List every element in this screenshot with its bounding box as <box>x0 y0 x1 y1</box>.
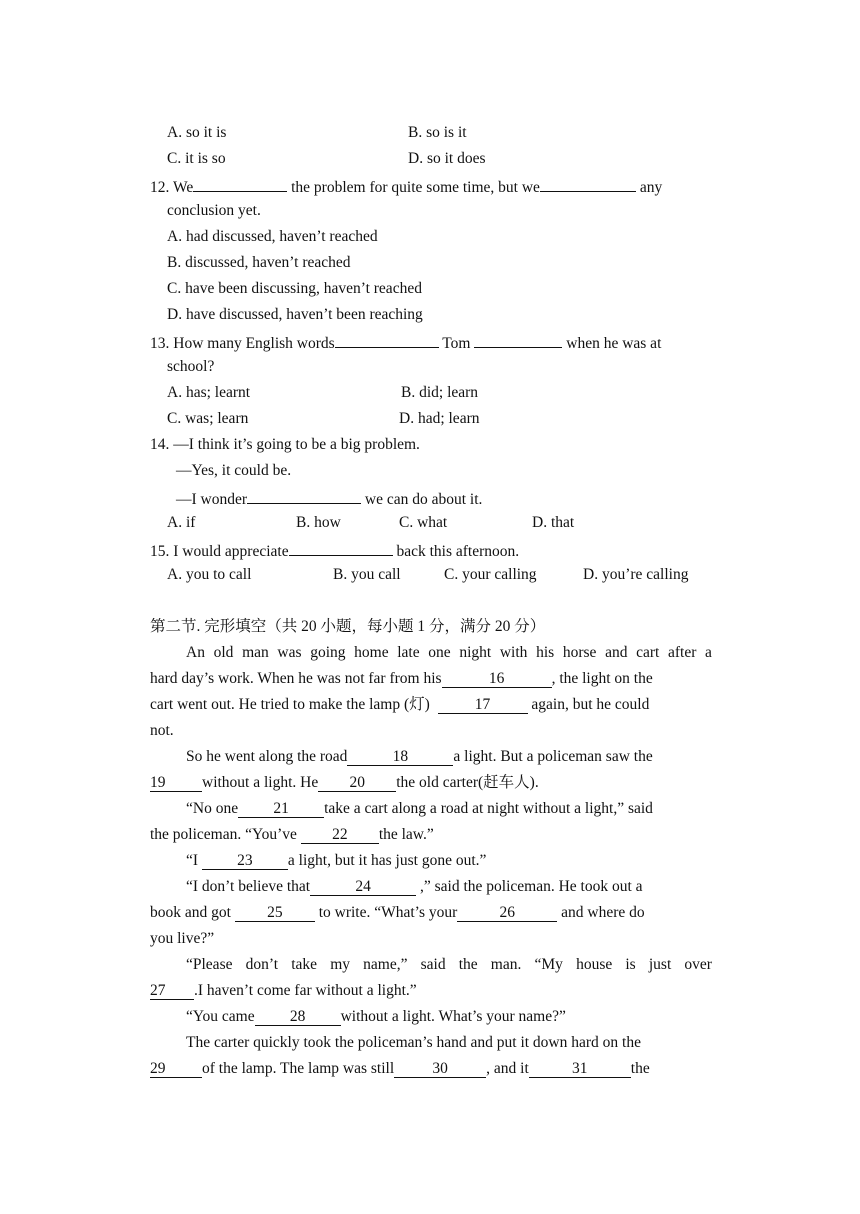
cloze-p2-line2: 19 without a light. He 20 the old carter(赶车人). <box>150 774 539 791</box>
cloze-p1-line1: An old man was going home late one night with his horse and cart after a <box>186 644 712 661</box>
q12-option-d: D. have discussed, haven’t been reaching <box>167 306 423 323</box>
cloze-p3-line1: “No one 21 take a cart along a road at night without a light,” said <box>186 800 653 817</box>
q13-option-b: B. did; learn <box>401 384 479 401</box>
q11-option-c: C. it is so <box>167 150 226 167</box>
blank-18: 18 <box>347 746 453 766</box>
blank-22: 22 <box>301 824 379 844</box>
cloze-p1-line3: cart went out. He tried to make the lamp (灯) 17 again, but he could <box>150 696 650 713</box>
q15-stem: 15. I would appreciate back this afternoon. <box>150 536 519 562</box>
q15-blank <box>289 536 393 556</box>
q14-line3: —I wonder we can do about it. <box>176 484 482 510</box>
q14-option-d: D. that <box>532 514 575 531</box>
blank-31: 31 <box>529 1058 631 1078</box>
q11-option-d: D. so it does <box>408 150 486 167</box>
q12-stem: 12. We the problem for quite some time, but we any <box>150 172 712 198</box>
blank-17: 17 <box>438 694 528 714</box>
q11-option-b: B. so is it <box>408 124 467 141</box>
q15-option-b: B. you call <box>333 566 401 583</box>
q14-option-a: A. if <box>167 514 196 531</box>
q12-blank-1 <box>193 172 287 192</box>
cloze-p1-line2: hard day’s work. When he was not far from his 16 , the light on the <box>150 670 653 687</box>
blank-19: 19 <box>150 772 202 792</box>
blank-25: 25 <box>235 902 315 922</box>
blank-28: 28 <box>255 1006 341 1026</box>
q13-option-c: C. was; learn <box>167 410 249 427</box>
cloze-p5-line3: you live?” <box>150 930 215 947</box>
q13-option-d: D. had; learn <box>399 410 480 427</box>
q12-option-c: C. have been discussing, haven’t reached <box>167 280 422 297</box>
blank-27: 27 <box>150 980 194 1000</box>
q12-option-b: B. discussed, haven’t reached <box>167 254 351 271</box>
q14-blank <box>247 484 361 504</box>
q11-option-a: A. so it is <box>167 124 227 141</box>
q14-option-b: B. how <box>296 514 341 531</box>
q12-option-a: A. had discussed, haven’t reached <box>167 228 378 245</box>
blank-21: 21 <box>238 798 324 818</box>
q15-option-a: A. you to call <box>167 566 252 583</box>
q12-blank-2 <box>540 172 636 192</box>
blank-16: 16 <box>442 668 552 688</box>
q13-blank-2 <box>474 328 562 348</box>
cloze-p8-line2: 29 of the lamp. The lamp was still 30 , and it 31 the <box>150 1060 650 1077</box>
q14-option-c: C. what <box>399 514 448 531</box>
cloze-p4: “I 23 a light, but it has just gone out.” <box>186 852 487 869</box>
q14-stem: 14. —I think it’s going to be a big problem. <box>150 436 420 453</box>
q12-stem-cont: conclusion yet. <box>167 202 261 219</box>
cloze-p5-line1: “I don’t believe that 24 ,” said the policeman. He took out a <box>186 878 643 895</box>
cloze-p7: “You came 28 without a light. What’s your name?” <box>186 1008 566 1025</box>
q15-option-c: C. your calling <box>444 566 537 583</box>
cloze-p5-line2: book and got 25 to write. “What’s your 26 and where do <box>150 904 645 921</box>
section-heading: 第二节. 完形填空（共 20 小题，每小题 1 分，满分 20 分） <box>150 618 546 635</box>
q13-stem-cont: school? <box>167 358 215 375</box>
cloze-p8-line1: The carter quickly took the policeman’s hand and put it down hard on the <box>186 1034 641 1051</box>
q14-line2: —Yes, it could be. <box>176 462 292 479</box>
blank-23: 23 <box>202 850 288 870</box>
cloze-p2-line1: So he went along the road 18 a light. But a policeman saw the <box>186 748 653 765</box>
cloze-p6-line2: 27 .I haven’t come far without a light.” <box>150 982 417 999</box>
blank-26: 26 <box>457 902 557 922</box>
cloze-p1-line4: not. <box>150 722 174 739</box>
q15-option-d: D. you’re calling <box>583 566 689 583</box>
cloze-p6-line1: “Please don’t take my name,” said the man. “My house is just over <box>186 956 712 973</box>
q13-option-a: A. has; learnt <box>167 384 251 401</box>
blank-30: 30 <box>394 1058 486 1078</box>
blank-20: 20 <box>318 772 396 792</box>
q13-stem: 13. How many English words Tom when he was at <box>150 328 712 354</box>
cloze-p3-line2: the policeman. “You’ve 22 the law.” <box>150 826 434 843</box>
blank-29: 29 <box>150 1058 202 1078</box>
q13-blank-1 <box>335 328 439 348</box>
blank-24: 24 <box>310 876 416 896</box>
